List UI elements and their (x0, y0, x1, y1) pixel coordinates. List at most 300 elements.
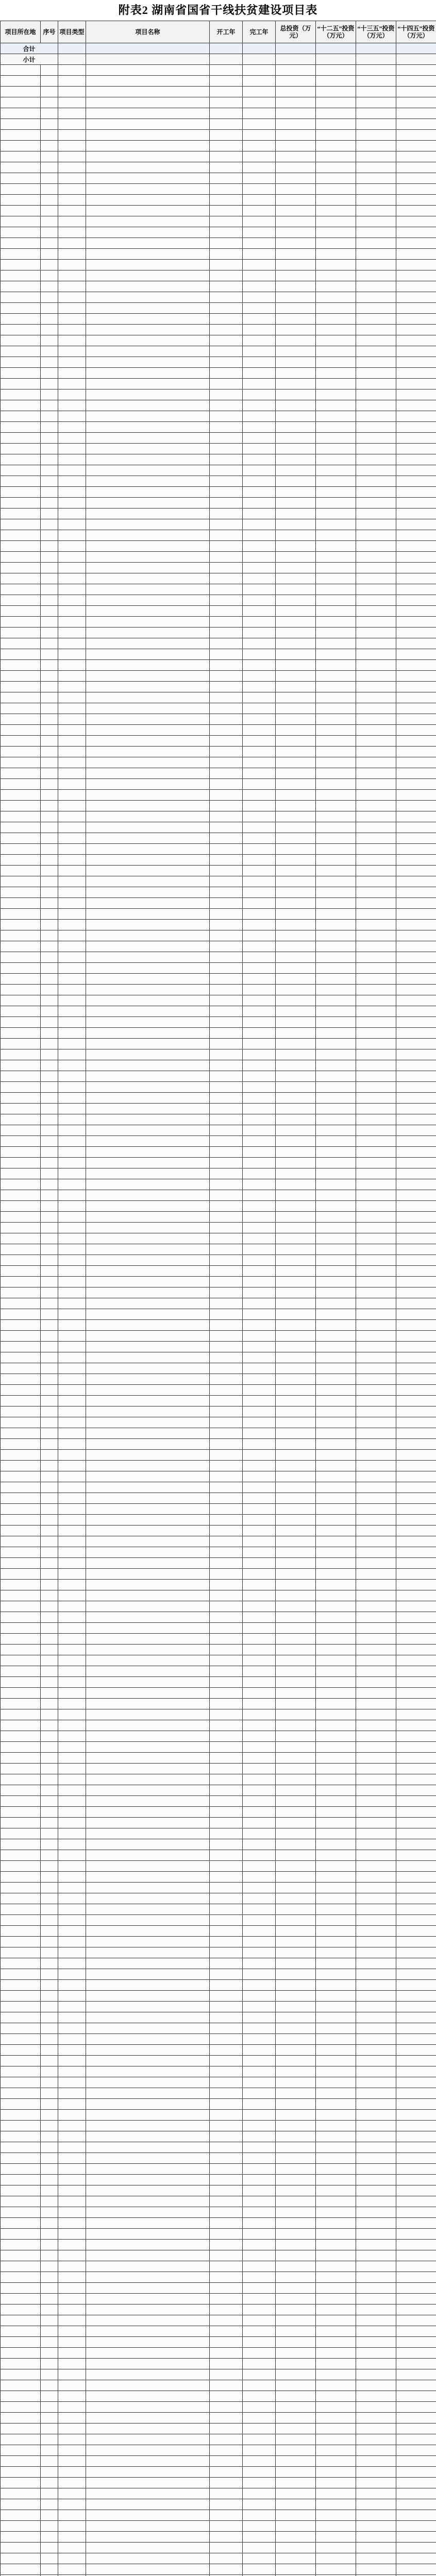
table-cell (356, 1104, 396, 1114)
table-cell (58, 130, 86, 141)
table-cell (58, 1406, 86, 1417)
table-cell (86, 703, 210, 714)
table-cell (396, 1569, 436, 1580)
table-cell (356, 1352, 396, 1363)
table-row (1, 1526, 436, 1536)
table-row (1, 2099, 436, 2110)
table-cell (396, 1526, 436, 1536)
table-cell (41, 509, 58, 519)
table-cell (356, 2294, 396, 2304)
table-cell (356, 1796, 396, 1807)
table-cell (396, 2326, 436, 2337)
table-cell (243, 1904, 276, 1915)
table-cell (243, 1677, 276, 1688)
table-cell (396, 389, 436, 400)
table-cell (316, 638, 356, 649)
table-cell (58, 1320, 86, 1331)
table-cell (356, 1872, 396, 1883)
table-cell (210, 1093, 243, 1104)
table-cell (396, 2131, 436, 2142)
table-cell (210, 141, 243, 151)
table-cell (1, 909, 41, 920)
table-cell (243, 2326, 276, 2337)
table-cell (58, 1590, 86, 1601)
table-cell (316, 1547, 356, 1558)
table-cell (210, 97, 243, 108)
table-cell (276, 909, 316, 920)
table-cell (396, 779, 436, 790)
table-cell (86, 2153, 210, 2164)
table-cell (41, 368, 58, 379)
table-cell (210, 1461, 243, 1471)
table-cell (316, 270, 356, 281)
table-cell (210, 1547, 243, 1558)
table-cell (86, 1958, 210, 1969)
table-cell (210, 573, 243, 584)
table-cell (276, 1753, 316, 1764)
table-cell (316, 130, 356, 141)
table-cell (86, 1342, 210, 1352)
table-cell (86, 1450, 210, 1461)
table-cell (276, 1125, 316, 1136)
table-cell (316, 909, 356, 920)
table-cell (58, 1937, 86, 1947)
table-cell (41, 314, 58, 325)
table-cell (276, 1406, 316, 1417)
table-cell (316, 1861, 356, 1872)
table-cell (210, 2510, 243, 2521)
table-cell (243, 866, 276, 876)
table-cell (316, 1320, 356, 1331)
table-cell (396, 1991, 436, 2002)
table-cell (41, 270, 58, 281)
table-row (1, 1309, 436, 1320)
table-cell (356, 985, 396, 995)
table-row (1, 1168, 436, 1179)
table-cell (396, 2229, 436, 2240)
table-cell (58, 1893, 86, 1904)
table-cell (58, 1601, 86, 1612)
table-cell (86, 2553, 210, 2564)
table-cell (86, 628, 210, 638)
table-cell (1, 1190, 41, 1201)
table-cell (356, 87, 396, 97)
table-cell (316, 1634, 356, 1645)
table-cell (396, 1385, 436, 1396)
table-cell (1, 1168, 41, 1179)
table-cell (86, 2445, 210, 2456)
table-cell (316, 1287, 356, 1298)
table-cell (210, 1060, 243, 1071)
table-cell (356, 1190, 396, 1201)
table-cell (276, 97, 316, 108)
table-cell (210, 811, 243, 822)
table-row (1, 2315, 436, 2326)
table-cell (210, 1753, 243, 1764)
table-cell (86, 530, 210, 541)
table-cell (1, 1212, 41, 1223)
table-cell (276, 465, 316, 476)
table-cell (210, 530, 243, 541)
table-cell (1, 1601, 41, 1612)
table-cell (316, 2272, 356, 2283)
table-row (1, 97, 436, 108)
table-cell (210, 2218, 243, 2229)
table-cell (41, 2337, 58, 2348)
table-cell (316, 1883, 356, 1893)
table-cell (396, 606, 436, 617)
table-cell (210, 898, 243, 909)
table-cell (58, 1374, 86, 1385)
table-cell (316, 1060, 356, 1071)
table-cell (356, 790, 396, 801)
table-cell (1, 97, 41, 108)
table-cell (210, 130, 243, 141)
table-cell (316, 833, 356, 844)
table-cell (396, 1709, 436, 1720)
table-cell (356, 2099, 396, 2110)
table-cell (356, 498, 396, 509)
table-cell (41, 389, 58, 400)
table-cell (210, 2131, 243, 2142)
table-cell (356, 2359, 396, 2369)
table-cell (1, 1417, 41, 1428)
table-cell (86, 2413, 210, 2424)
table-cell (276, 2359, 316, 2369)
table-cell (41, 108, 58, 119)
table-cell (58, 1536, 86, 1547)
table-row (1, 2207, 436, 2218)
table-cell (1, 2575, 41, 2576)
table-cell (276, 855, 316, 866)
table-cell (243, 898, 276, 909)
table-cell (1, 768, 41, 779)
table-cell (41, 1839, 58, 1850)
table-cell (1, 151, 41, 162)
table-cell (243, 1569, 276, 1580)
table-cell (316, 1915, 356, 1926)
table-cell (276, 2099, 316, 2110)
table-cell (243, 1039, 276, 1049)
table-cell (210, 1807, 243, 1818)
table-cell (243, 1461, 276, 1471)
table-cell (58, 2359, 86, 2369)
table-cell (86, 2348, 210, 2359)
table-cell (316, 2391, 356, 2402)
table-cell (243, 2413, 276, 2424)
table-cell (86, 573, 210, 584)
table-cell (41, 1428, 58, 1439)
table-cell (1, 1753, 41, 1764)
table-cell (396, 1223, 436, 1233)
table-cell (276, 974, 316, 985)
table-cell (243, 303, 276, 314)
table-cell (356, 1277, 396, 1287)
table-cell (41, 768, 58, 779)
table-cell (41, 2478, 58, 2488)
table-cell (276, 1818, 316, 1828)
table-row (1, 2185, 436, 2196)
table-cell (276, 1017, 316, 1028)
table-cell (86, 1039, 210, 1049)
table-cell (356, 2424, 396, 2434)
table-cell (243, 368, 276, 379)
table-cell (58, 855, 86, 866)
table-cell (1, 1266, 41, 1277)
table-cell (356, 1709, 396, 1720)
table-cell (396, 1677, 436, 1688)
table-cell (58, 2250, 86, 2261)
table-row (1, 617, 436, 628)
table-row (1, 1655, 436, 1666)
table-cell (58, 206, 86, 216)
table-cell (58, 1190, 86, 1201)
total-label: 合计 (1, 43, 58, 54)
table-cell (86, 65, 210, 76)
table-cell (316, 963, 356, 974)
table-cell (316, 1850, 356, 1861)
table-cell (396, 974, 436, 985)
table-cell (1, 422, 41, 433)
table-row (1, 1947, 436, 1958)
table-header-row (1, 21, 436, 43)
table-cell (41, 2045, 58, 2056)
table-cell (1, 509, 41, 519)
table-cell (210, 1136, 243, 1147)
table-cell (243, 1731, 276, 1742)
table-cell (316, 887, 356, 898)
table-cell (41, 2402, 58, 2413)
table-cell (210, 2294, 243, 2304)
table-row (1, 757, 436, 768)
table-cell (356, 368, 396, 379)
table-cell (41, 1071, 58, 1082)
table-cell (1, 1612, 41, 1623)
table-cell (210, 1363, 243, 1374)
table-cell (58, 1547, 86, 1558)
table-cell (58, 141, 86, 151)
table-cell (41, 97, 58, 108)
table-cell (1, 2272, 41, 2283)
table-cell (356, 2077, 396, 2088)
col-header-14th-investment: “十四五”投资（万元） (396, 21, 436, 43)
table-cell (86, 1893, 210, 1904)
table-cell (396, 1969, 436, 1980)
table-cell (1, 2337, 41, 2348)
table-cell (396, 130, 436, 141)
table-subtotal-row (1, 54, 436, 65)
table-cell (396, 368, 436, 379)
table-cell (396, 1082, 436, 1093)
table-cell (396, 1114, 436, 1125)
table-row (1, 1937, 436, 1947)
table-cell (316, 941, 356, 952)
table-cell (356, 1017, 396, 1028)
table-cell (41, 1342, 58, 1352)
table-cell (86, 552, 210, 563)
table-cell (396, 476, 436, 487)
table-cell (210, 2110, 243, 2121)
table-cell (276, 941, 316, 952)
table-cell (210, 628, 243, 638)
table-cell (356, 1287, 396, 1298)
table-row (1, 2521, 436, 2532)
table-cell (356, 1320, 396, 1331)
table-cell (210, 1655, 243, 1666)
table-cell (86, 930, 210, 941)
table-cell (316, 1039, 356, 1049)
table-cell (276, 2142, 316, 2153)
table-cell (210, 2326, 243, 2337)
table-cell (276, 2261, 316, 2272)
table-row (1, 1017, 436, 1028)
table-cell (316, 444, 356, 454)
table-cell (316, 1298, 356, 1309)
table-cell (58, 606, 86, 617)
table-cell (356, 1471, 396, 1482)
table-cell (316, 595, 356, 606)
table-cell (41, 2261, 58, 2272)
table-cell (316, 2196, 356, 2207)
table-cell (41, 2424, 58, 2434)
table-cell (210, 1298, 243, 1309)
table-cell (41, 2066, 58, 2077)
table-row (1, 628, 436, 638)
table-cell (86, 249, 210, 260)
table-cell (316, 1028, 356, 1039)
table-cell (1, 487, 41, 498)
table-cell (41, 1168, 58, 1179)
table-cell (316, 1439, 356, 1450)
table-cell (276, 1277, 316, 1287)
table-cell (86, 1114, 210, 1125)
table-cell (86, 76, 210, 87)
table-cell (276, 1709, 316, 1720)
table-cell (356, 1536, 396, 1547)
table-cell (356, 595, 396, 606)
table-cell (396, 2272, 436, 2283)
table-cell (58, 2261, 86, 2272)
table-cell (210, 1558, 243, 1569)
table-cell (396, 866, 436, 876)
table-cell (316, 1580, 356, 1590)
table-cell (1, 2283, 41, 2294)
table-cell (210, 1785, 243, 1796)
table-cell (396, 2294, 436, 2304)
table-row (1, 692, 436, 703)
table-cell (276, 1136, 316, 1147)
table-cell (243, 1450, 276, 1461)
table-cell (1, 335, 41, 346)
table-row (1, 1428, 436, 1439)
table-cell (41, 1482, 58, 1493)
table-cell (86, 2207, 210, 2218)
table-cell (276, 703, 316, 714)
table-cell (210, 606, 243, 617)
table-cell (41, 649, 58, 660)
table-cell (316, 2337, 356, 2348)
table-cell (1, 1947, 41, 1958)
table-cell (356, 216, 396, 227)
table-cell (396, 2121, 436, 2131)
table-cell (276, 65, 316, 76)
table-cell (396, 1147, 436, 1158)
table-row (1, 1623, 436, 1634)
table-cell (210, 1352, 243, 1363)
table-cell (316, 1049, 356, 1060)
table-cell (356, 1991, 396, 2002)
table-cell (86, 1655, 210, 1666)
table-cell (316, 195, 356, 206)
table-cell (396, 422, 436, 433)
table-cell (316, 249, 356, 260)
table-cell (58, 303, 86, 314)
table-cell (210, 325, 243, 335)
table-cell (316, 1526, 356, 1536)
table-cell (316, 1147, 356, 1158)
table-cell (210, 714, 243, 725)
table-cell (1, 2424, 41, 2434)
table-cell (210, 433, 243, 444)
table-row (1, 573, 436, 584)
table-cell (58, 260, 86, 270)
table-cell (316, 2012, 356, 2023)
table-cell (86, 1363, 210, 1374)
table-cell (316, 1709, 356, 1720)
table-cell (86, 1731, 210, 1742)
table-cell (356, 1969, 396, 1980)
table-cell (243, 2488, 276, 2499)
table-row (1, 1006, 436, 1017)
table-cell (356, 1958, 396, 1969)
table-cell (58, 2315, 86, 2326)
table-cell (243, 833, 276, 844)
table-cell (86, 1461, 210, 1471)
table-cell (58, 2434, 86, 2445)
table-row (1, 876, 436, 887)
table-cell (58, 1363, 86, 1374)
table-cell (276, 1114, 316, 1125)
table-cell (58, 995, 86, 1006)
table-cell (58, 1883, 86, 1893)
table-cell (1, 2077, 41, 2088)
table-row (1, 1861, 436, 1872)
table-cell (210, 2229, 243, 2240)
table-cell (356, 1168, 396, 1179)
table-cell (316, 822, 356, 833)
table-cell (356, 2445, 396, 2456)
table-cell (396, 876, 436, 887)
table-cell (396, 2023, 436, 2034)
table-cell (316, 1774, 356, 1785)
table-cell (243, 1623, 276, 1634)
table-cell (316, 465, 356, 476)
table-cell (1, 2478, 41, 2488)
table-cell (316, 1017, 356, 1028)
table-cell (58, 747, 86, 757)
table-cell (316, 400, 356, 411)
table-cell (316, 563, 356, 573)
table-cell (41, 433, 58, 444)
table-cell (1, 130, 41, 141)
table-cell (86, 649, 210, 660)
table-cell (276, 866, 316, 876)
table-row (1, 2077, 436, 2088)
table-cell (86, 714, 210, 725)
table-cell (86, 898, 210, 909)
table-cell (86, 1471, 210, 1482)
table-cell (86, 2023, 210, 2034)
